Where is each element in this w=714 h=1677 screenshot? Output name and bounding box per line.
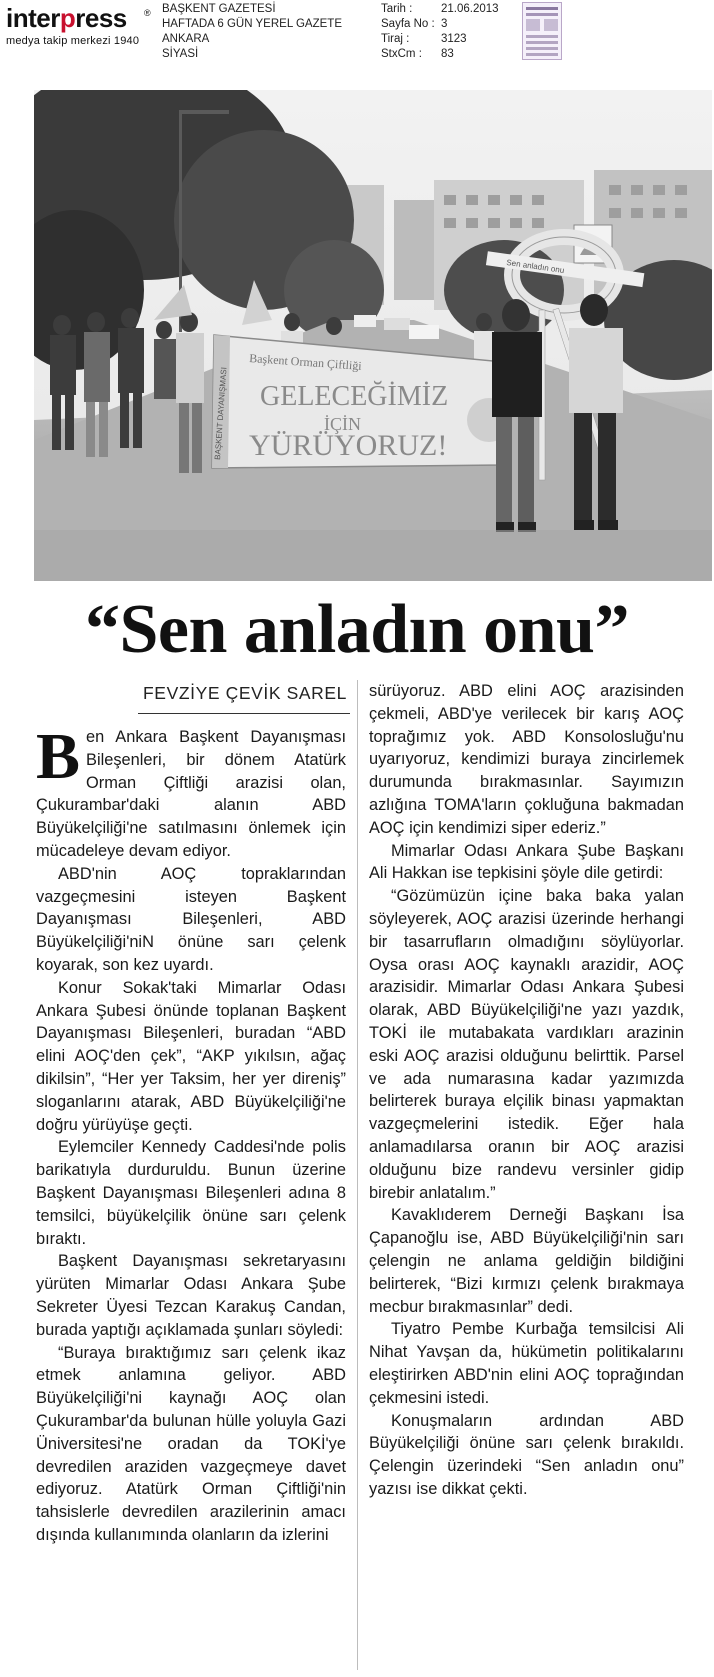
clipping-details bbox=[381, 2, 511, 62]
body-paragraph: “Gözümüzün içine baka baka yalan söyleyerek, AOÇ arazisi üzerinde herhangi bir tasarrufların olmadığını söylüyorlar. Oysa orası AOÇ kaynaklı arazidir, AOÇ arazisidir. Mimarlar Odası Ankara Şubesi olarak, ABD Büyükelçiliği'ne yazı yazdık, TOKİ ile mutabakata vardıkları arazinin eski AOÇ arazisi olduğunu belirttik. Parsel ve ada numarasına kadar yazımızda belirterek buraya elçilik binası yapmaktan vazgeçmelerini istedik. Eğer hala anlamadılarsa oranın bir AOÇ arazisi olduğunu bize randevu versinler gidip birebir anlatalım.” bbox=[369, 887, 684, 1202]
continued-paragraph: sürüyoruz. ABD elini AOÇ arazisinden çekmeli, ABD'ye verilecek bir karış AOÇ toprağımız yok. ABD Konsolosluğu'nu uyarıyoruz, kendimizi buraya zincirlemek durumunda bırakmasınlar. Sayımızın azlığına TOMA'ların çokluğuna bakmadan AOÇ için kendimizi siper ederiz.” bbox=[369, 682, 684, 837]
wreath-ribbon-text: Sen anladın onu bbox=[505, 257, 565, 275]
banner-side-text: BAŞKENT DAYANIŞMASI bbox=[213, 366, 229, 461]
detail-row-stxcm: StxCm : 83 bbox=[381, 48, 454, 60]
detail-row-page: Sayfa No : 3 bbox=[381, 18, 448, 30]
article-byline: FEVZİYE ÇEVİK SAREL bbox=[143, 683, 347, 703]
publication-frequency: HAFTADA 6 GÜN YEREL GAZETE bbox=[162, 18, 342, 30]
article-headline: “Sen anladın onu” bbox=[85, 591, 629, 668]
article-column-right bbox=[369, 680, 684, 1501]
body-paragraph: Konuşmaların ardından ABD Büyükelçiliği önüne sarı çelenk bırakıldı. Çelengin üzerindeki “Sen anladın onu” yazısı ise dikkat çekti. bbox=[369, 1411, 684, 1498]
detail-row-circulation: Tiraj : 3123 bbox=[381, 33, 467, 45]
body-paragraph: Tiyatro Pembe Kurbağa temsilcisi Ali Nihat Yavşan da, hükümetin politikalarını eleştirirken ABD'nin elini AOÇ toprağından çekmesini istedi. bbox=[369, 1320, 684, 1407]
body-paragraph: Mimarlar Odası Ankara Şube Başkanı Ali Hakkan ise tepkisini şöyle dile getirdi: bbox=[369, 841, 684, 883]
logo-tagline: medya takip merkezi 1940 bbox=[6, 35, 140, 47]
column-divider bbox=[357, 680, 358, 1670]
byline-rule bbox=[138, 713, 350, 714]
logo-wordmark: interpress bbox=[6, 3, 127, 33]
body-paragraph: Kavaklıderem Derneği Başkanı İsa Çapanoğlu ise, ABD Büyükelçiliği'nin sarı çelengin ne anlama geldiğin bildiğini belirterek, “Bizi kırmızı çelenk bırakmaya mecbur bırakmasınlar” dedi. bbox=[369, 1206, 684, 1316]
body-paragraph: Eylemciler Kennedy Caddesi'nde polis barikatıyla durduruldu. Bunun üzerine Başkent Dayanışması Bileşenleri adına 8 temsilci, büyükelçilik önüne sarı çelenk bıraktı. bbox=[36, 1138, 346, 1248]
banner-line-4: YÜRÜYORUZ! bbox=[249, 429, 448, 462]
banner-line-3: İÇİN bbox=[324, 414, 361, 434]
clipping-header bbox=[0, 0, 714, 62]
detail-row-date: Tarih : 21.06.2013 bbox=[381, 3, 499, 15]
publication-city: ANKARA bbox=[162, 33, 210, 45]
banner-line-2: GELECEĞİMİZ bbox=[260, 381, 449, 412]
interpress-logo bbox=[6, 4, 152, 50]
body-paragraph: ABD'nin AOÇ topraklarından vazgeçmesini isteyen Başkent Dayanışması Bileşenleri, ABD Büyükelçiliği'niN önüne sarı çelenk koyarak, son kez uyardı. bbox=[36, 864, 346, 974]
drop-cap: B bbox=[36, 720, 81, 793]
protest-photo bbox=[34, 90, 712, 581]
registered-mark: ® bbox=[144, 8, 151, 18]
body-paragraph: “Buraya bıraktığımız sarı çelenk ikaz etmek anlamına geliyor. ABD Büyükelçiliği'ni kaynağı AOÇ olan Çukurambar'da bulunan hülle yoluyla Gazi Üniversitesi'ne oradan da TOKİ'ye devredilen araziden vazgeçmeye davet ediyoruz. Atatürk Orman Çiftliği'nin tahsislerle devredilen arazilerinin amacı dışında kullanımında olanların da izlerini bbox=[36, 1343, 346, 1544]
article-column-left bbox=[36, 720, 346, 1547]
lead-paragraph: Ben Ankara Başkent Dayanışması Bileşenleri, bir dönem Atatürk Orman Çiftliği arazisi olan, Çukurambar'daki alanın ABD Büyükelçiliği'ne satılmasını önlemek için mücadeleye devam ediyor. bbox=[36, 720, 346, 860]
page-thumbnail[interactable] bbox=[522, 2, 562, 60]
publication-info bbox=[162, 2, 342, 62]
publication-section: SİYASİ bbox=[162, 48, 199, 60]
body-paragraph: Başkent Dayanışması sekretaryasını yürüten Mimarlar Odası Ankara Şube Sekreter Üyesi Tezcan Karakuş Candan, burada yaptığı açıklamada şunları söyledi: bbox=[36, 1252, 346, 1339]
banner-line-1: Başkent Orman Çiftliği bbox=[248, 351, 363, 373]
publication-name: BAŞKENT GAZETESİ bbox=[162, 3, 276, 15]
body-paragraph: Konur Sokak'taki Mimarlar Odası Ankara Şubesi önünde toplanan Başkent Dayanışması Bileşenleri, buradan “ABD elini AOÇ'den çek”, “AKP yıkılsın, ağaç dikilsin”, “Her yer Taksim, her yer direniş” sloganlarını atarak, ABD Büyükelçiliği'ne doğru yürüyüşe geçti. bbox=[36, 978, 346, 1134]
